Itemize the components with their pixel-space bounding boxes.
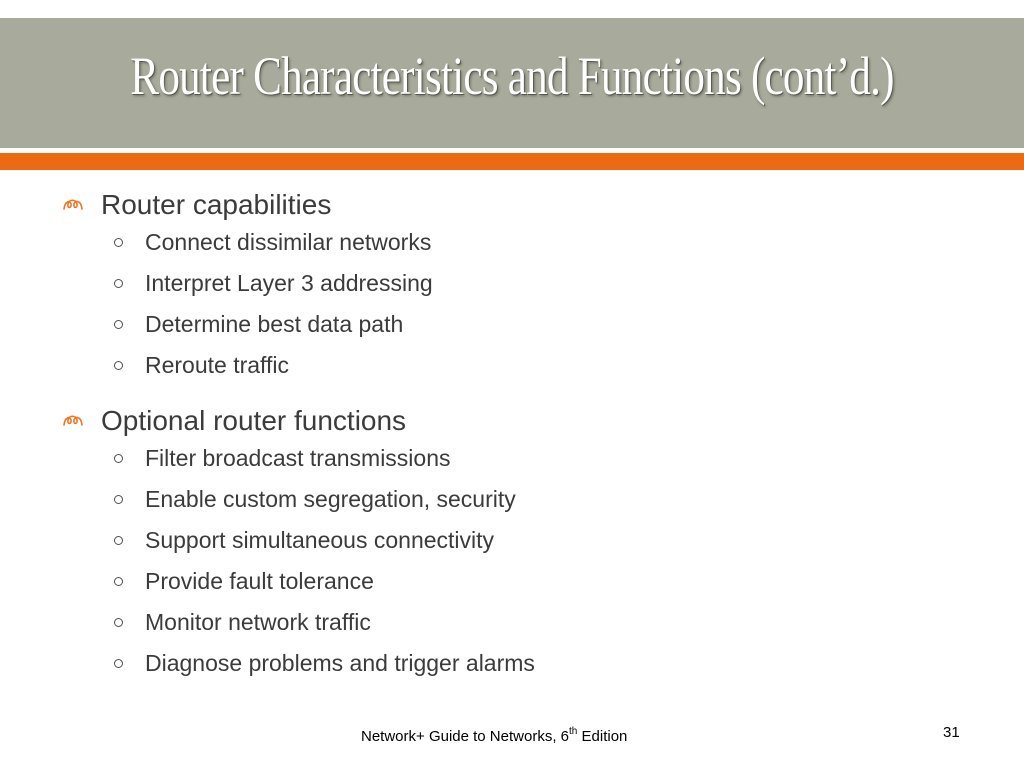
slide-content	[0, 170, 1024, 710]
footer-text	[361, 723, 627, 747]
bullet-section	[0, 404, 1024, 684]
hollow-circle-bullet-icon	[114, 279, 123, 288]
hollow-circle-bullet-icon	[114, 659, 123, 668]
section-heading: Optional router functions	[101, 405, 407, 436]
bullet-text: Monitor network traffic	[145, 609, 371, 635]
bullet-text: Filter broadcast transmissions	[145, 445, 451, 471]
level-2-bullet	[0, 304, 1024, 345]
bullet-text: Determine best data path	[145, 311, 404, 337]
title-divider	[0, 150, 1024, 152]
footer-superscript: th	[569, 726, 578, 737]
bullet-text: Reroute traffic	[145, 352, 290, 378]
section-heading: Router capabilities	[101, 189, 332, 220]
bullet-text: Provide fault tolerance	[145, 568, 374, 594]
bullet-section	[0, 188, 1024, 386]
footer-text-main: Network+ Guide to Networks, 6	[361, 728, 570, 745]
level-2-bullet	[0, 222, 1024, 263]
hollow-circle-bullet-icon	[114, 454, 123, 463]
hollow-circle-bullet-icon	[114, 536, 123, 545]
footer-text-end: Edition	[577, 728, 628, 745]
hollow-circle-bullet-icon	[114, 495, 123, 504]
level-2-bullet	[0, 263, 1024, 304]
level-1-bullet	[0, 188, 1024, 222]
level-2-bullet	[0, 643, 1024, 684]
bullet-text: Diagnose problems and trigger alarms	[145, 650, 535, 676]
title-band	[0, 18, 1024, 148]
hollow-circle-bullet-icon	[114, 361, 123, 370]
bullet-text: Enable custom segregation, security	[145, 486, 516, 512]
hollow-circle-bullet-icon	[114, 577, 123, 586]
loop-bullet-icon	[62, 413, 84, 427]
level-2-bullet	[0, 479, 1024, 520]
bullet-text: Support simultaneous connectivity	[145, 527, 495, 553]
bullet-text: Connect dissimilar networks	[145, 229, 432, 255]
hollow-circle-bullet-icon	[114, 320, 123, 329]
level-2-bullet	[0, 438, 1024, 479]
level-2-bullet	[0, 561, 1024, 602]
bullet-text: Interpret Layer 3 addressing	[145, 270, 433, 296]
hollow-circle-bullet-icon	[114, 618, 123, 627]
hollow-circle-bullet-icon	[114, 238, 123, 247]
level-1-bullet	[0, 404, 1024, 438]
level-2-bullet	[0, 345, 1024, 386]
orange-accent-bar	[0, 153, 1024, 170]
slide-footer	[0, 723, 1024, 745]
page-number: 31	[943, 724, 960, 741]
level-2-bullet	[0, 602, 1024, 643]
loop-bullet-icon	[62, 197, 84, 211]
slide-title: Router Characteristics and Functions (cont’d.)	[130, 46, 894, 106]
level-2-bullet	[0, 520, 1024, 561]
